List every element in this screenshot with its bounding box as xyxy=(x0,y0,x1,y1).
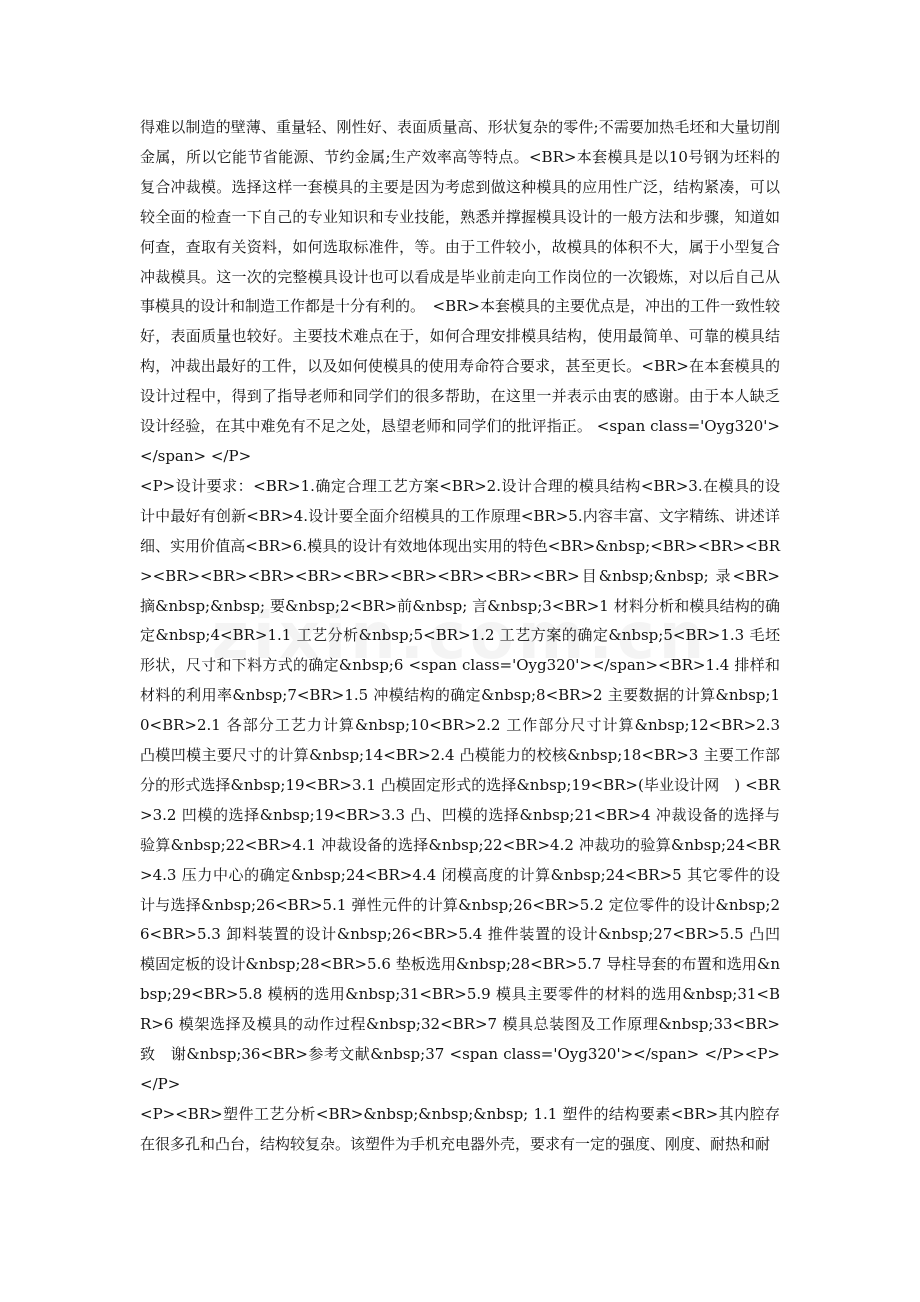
paragraph-requirements-toc: <P>设计要求：<BR>1.确定合理工艺方案<BR>2.设计合理的模具结构<BR>3.在模具的设计中最好有创新<BR>4.设计要全面介绍模具的工作原理<BR>5.内容丰富、文字精练、讲述详细、实用价值高<BR>6.模具的设计有效地体现出实用的特色<BR>&nbsp;<BR><BR><BR><BR><BR><BR><BR><BR><BR><BR><BR><BR>目&nbsp;&nbsp; 录<BR>摘&nbsp;&nbsp; 要&nbsp;2<BR>前&nbsp; 言&nbsp;3<BR>1 材料分析和模具结构的确定&nbsp;4<BR>1.1 工艺分析&nbsp;5<BR>1.2 工艺方案的确定&nbsp;5<BR>1.3 毛坯形状，尺寸和下料方式的确定&nbsp;6 <span class='Oyg320'></span><BR>1.4 排样和材料的利用率&nbsp;7<BR>1.5 冲模结构的确定&nbsp;8<BR>2 主要数据的计算&nbsp;10<BR>2.1 各部分工艺力计算&nbsp;10<BR>2.2 工作部分尺寸计算&nbsp;12<BR>2.3 凸模凹模主要尺寸的计算&nbsp;14<BR>2.4 凸模能力的校核&nbsp;18<BR>3 主要工作部分的形式选择&nbsp;19<BR>3.1 凸模固定形式的选择&nbsp;19<BR>(毕业设计网 ) <BR>3.2 凹模的选择&nbsp;19<BR>3.3 凸、凹模的选择&nbsp;21<BR>4 冲裁设备的选择与验算&nbsp;22<BR>4.1 冲裁设备的选择&nbsp;22<BR>4.2 冲裁功的验算&nbsp;24<BR>4.3 压力中心的确定&nbsp;24<BR>4.4 闭模高度的计算&nbsp;24<BR>5 其它零件的设计与选择&nbsp;26<BR>5.1 弹性元件的计算&nbsp;26<BR>5.2 定位零件的设计&nbsp;26<BR>5.3 卸料装置的设计&nbsp;26<BR>5.4 推件装置的设计&nbsp;27<BR>5.5 凸凹模固定板的设计&nbsp;28<BR>5.6 垫板选用&nbsp;28<BR>5.7 导柱导套的布置和选用&nbsp;29<BR>5.8 模柄的选用&nbsp;31<BR>5.9 模具主要零件的材料的选用&nbsp;31<BR>6 模架选择及模具的动作过程&nbsp;32<BR>7 模具总装图及工作原理&nbsp;33<BR>致 谢&nbsp;36<BR>参考文献&nbsp;37 <span class='Oyg320'></span> </P><P></P> xyxy=(140,476,780,1093)
document-body xyxy=(140,113,780,1160)
paragraph-intro: 得难以制造的壁薄、重量轻、刚性好、表面质量高、形状复杂的零件;不需要加热毛坯和大量切削金属，所以它能节省能源、节约金属;生产效率高等特点。<BR>本套模具是以10号钢为坯料的复合冲裁模。选择这样一套模具的主要是因为考虑到做这种模具的应用性广泛，结构紧凑，可以较全面的检查一下自己的专业知识和专业技能，熟悉并撑握模具设计的一般方法和步骤，知道如何查，查取有关资料，如何选取标准件，等。由于工件较小，故模具的体积不大，属于小型复合冲裁模具。这一次的完整模具设计也可以看成是毕业前走向工作岗位的一次锻炼，对以后自己从事模具的设计和制造工作都是十分有利的。 <BR>本套模具的主要优点是，冲出的工件一致性较好，表面质量也较好。主要技术难点在于，如何合理安排模具结构，使用最简单、可靠的模具结构，冲裁出最好的工件，以及如何使模具的使用寿命符合要求，甚至更长。<BR>在本套模具的设计过程中，得到了指导老师和同学们的很多帮助，在这里一并表示由衷的感谢。由于本人缺乏设计经验，在其中难免有不足之处，恳望老师和同学们的批评指正。 <span class='Oyg320'></span> </P> xyxy=(140,118,780,465)
paragraph-part-analysis: <P><BR>塑件工艺分析<BR>&nbsp;&nbsp;&nbsp; 1.1 塑件的结构要素<BR>其内腔存在很多孔和凸台，结构较复杂。该塑件为手机充电器外壳，要求有一定的强度、刚度、耐热和耐 xyxy=(140,1104,780,1153)
